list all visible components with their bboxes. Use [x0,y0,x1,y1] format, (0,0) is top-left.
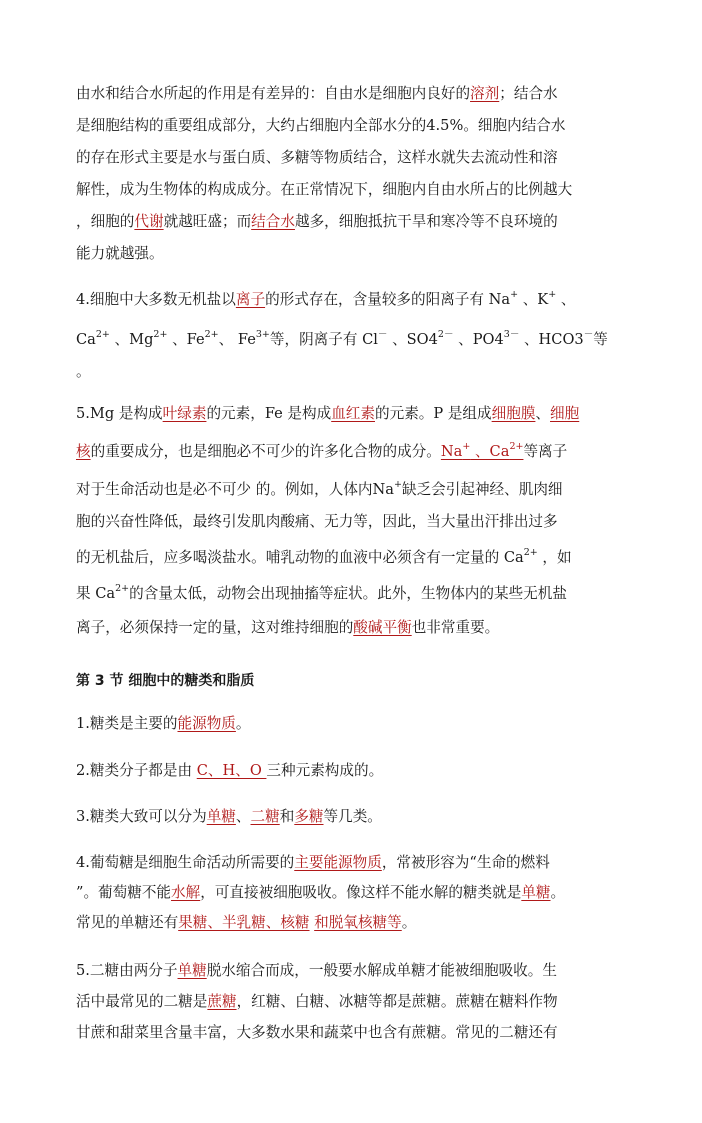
superscript: 3－ [503,329,520,340]
text-run: 3.糖类大致可以分为 [76,808,207,825]
text-line: 。 [76,363,91,380]
text-line [76,78,558,110]
keyword-cell-membrane: 细胞膜 [491,405,536,422]
text-line [76,907,416,939]
superscript: － [377,329,388,340]
text-run: 也非常重要。 [411,619,500,636]
superscript: + [462,441,471,452]
keyword-chlorophyll: 叶绿素 [162,405,207,422]
text-run: 三种元素构成的。 [266,762,384,779]
list-item [76,847,550,879]
superscript: 3+ [255,329,270,340]
text-run: 5.二糖由两分子 [76,962,178,979]
text-run: 的含量太低，动物会出现抽搐等症状。此外，生物体内的某些无机盐 [129,585,567,602]
keyword-ions: 离子 [235,291,266,308]
keyword-monosaccharide: 单糖 [177,962,207,979]
keyword-hydrolysis: 水解 [171,884,201,901]
keyword-heme: 血红素 [331,405,375,422]
text-run: 脱水缩合而成，一般要水解成单糖才能被细胞吸收。生 [206,962,557,979]
keyword-deoxyribose: 和脱氧核糖等 [314,914,402,931]
keyword-monosaccharide: 单糖 [206,808,236,825]
text-run: 越多，细胞抵抗干旱和寒冷等不良环境的 [294,213,558,230]
list-item [76,801,382,833]
text-run: 等 [593,331,608,348]
text-run: 、Mg [109,331,154,348]
keyword-acid-base-balance: 酸碱平衡 [353,619,412,636]
section-heading: 第 3 节 细胞中的糖类和脂质 [76,673,255,689]
text-run: 的元素，Fe 是构成 [206,405,332,422]
text-run: 的重要成分，也是细胞必不可少的许多化合物的成分。 [90,443,441,460]
text-run: 的无机盐后，应多喝淡盐水。哺乳动物的血液中必须含有一定量的 Ca [76,549,524,566]
keyword-monosaccharide: 单糖 [521,884,551,901]
keyword-polysaccharide: 多糖 [294,808,324,825]
text-run: 活中最常见的二糖是 [76,993,208,1010]
superscript: 2+ [509,441,524,452]
keyword-sucrose: 蔗糖 [207,993,237,1010]
superscript: 2+ [153,329,168,340]
text-line: 的存在形式主要是水与蛋白质、多糖等物质结合，这样水就失去流动性和溶 [76,149,558,166]
text-run: ”。葡萄糖不能 [76,884,172,901]
text-run: 。 [235,715,251,732]
text-run: 等离子 [523,443,568,460]
text-run: ，红糖、白糖、冰糖等都是蔗糖。蔗糖在糖料作物 [236,993,558,1010]
text-line [76,284,575,316]
text-line [76,324,608,356]
text-run: 由水和结合水所起的作用是有差异的：自由水是细胞内良好的 [76,85,471,102]
text-run: 、HCO3 [519,331,584,348]
text-line [76,436,567,468]
list-item [76,955,557,987]
text-run: 、 [235,808,251,825]
text-line [76,986,558,1018]
keyword-monosaccharide-list: 果糖、半乳糖、核糖 [178,914,310,931]
text-run: ，可直接被细胞吸收。像这样不能水解的糖类就是 [200,884,522,901]
text-run: 、PO4 [453,331,504,348]
text-run: 。 [550,884,566,901]
keyword-metabolism: 代谢 [134,213,164,230]
text-run: 果 Ca [76,585,116,602]
text-run: 。 [401,914,417,931]
text-run: 常见的单糖还有 [76,914,179,931]
text-line [76,877,565,909]
text-line: 是细胞结构的重要组成部分，大约占细胞内全部水分的4.5%。细胞内结合水 [76,117,566,134]
text-run: 的形式存在，含量较多的阳离子有 Na [265,291,511,308]
superscript: + [548,289,557,300]
text-run: 1.糖类是主要的 [76,715,178,732]
text-run: Ca [76,331,96,348]
text-run: 、Ca [470,443,510,460]
keyword-main-energy: 主要能源物质 [294,854,382,871]
text-run: ，如 [537,549,572,566]
keyword-solvent: 溶剂 [470,85,500,102]
text-line: 胞的兴奋性降低，最终引发肌肉酸痛、无力等，因此，当大量出汗排出过多 [76,513,558,530]
keyword-nucleus-cont: 核 [76,443,91,460]
text-line: 能力就越强。 [76,245,164,262]
superscript: － [583,329,594,340]
keyword-nucleus: 细胞 [550,405,580,422]
keyword-cho: C、H、O [196,762,267,779]
text-run: 、 [556,291,576,308]
text-run: Na [440,443,463,460]
list-item [76,708,251,740]
text-run: 离子，必须保持一定的量，这对维持细胞的 [76,619,354,636]
text-line [76,206,558,238]
text-run: 、 [535,405,551,422]
text-run: 、Fe [167,331,205,348]
text-run: 、K [518,291,549,308]
text-run: 等几类。 [323,808,382,825]
text-run: 缺乏会引起神经、肌肉细 [401,481,563,498]
text-line [76,612,499,644]
text-line [76,398,579,430]
text-run: 、SO4 [387,331,438,348]
superscript: 2－ [437,329,454,340]
text-run: 5.Mg 是构成 [76,405,163,422]
keyword-energy-substance: 能源物质 [177,715,236,732]
keyword-ions-na-ca [441,443,524,460]
list-item [76,755,383,787]
text-run: 2.糖类分子都是由 [76,762,197,779]
text-run: 4.细胞中大多数无机盐以 [76,291,236,308]
superscript: 2+ [115,583,130,594]
text-run: 、 Fe [218,331,256,348]
text-run: ；结合水 [499,85,558,102]
superscript: + [394,479,402,490]
text-run: ，细胞的 [76,213,135,230]
superscript: 2+ [95,329,110,340]
text-run: 和 [279,808,295,825]
superscript: 2+ [523,547,538,558]
superscript: + [510,289,519,300]
text-line [76,542,572,574]
text-run: 就越旺盛；而 [163,213,252,230]
text-run: 的元素。P 是组成 [375,405,492,422]
text-line [76,578,567,610]
keyword-disaccharide: 二糖 [250,808,280,825]
text-line: 甘蔗和甜菜里含量丰富，大多数水果和蔬菜中也含有蔗糖。常见的二糖还有 [76,1024,558,1041]
text-line: 解性，成为生物体的构成成分。在正常情况下，细胞内自由水所占的比例越大 [76,181,573,198]
text-run: ，常被形容为“生命的燃料 [381,854,550,871]
text-run: 等，阴离子有 Cl [269,331,378,348]
text-line [76,474,563,506]
keyword-bound-water: 结合水 [251,213,295,230]
superscript: 2+ [204,329,219,340]
text-run: 对于生命活动也是必不可少 的。例如，人体内Na [76,481,394,498]
text-run: 4.葡萄糖是细胞生命活动所需要的 [76,854,295,871]
